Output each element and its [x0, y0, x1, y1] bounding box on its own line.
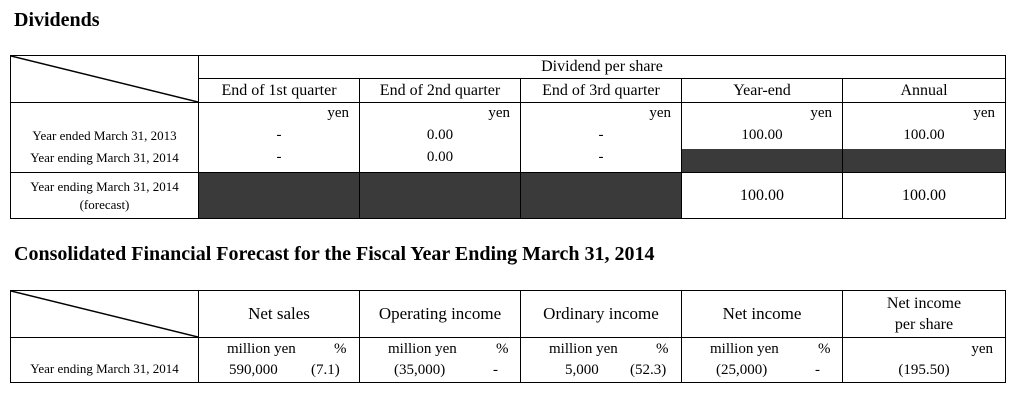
- amount-value: (35,000): [394, 362, 446, 378]
- diagonal-line: [11, 56, 198, 102]
- shaded-cell: [521, 173, 682, 219]
- row-label-forecast-line2: (forecast): [79, 196, 130, 212]
- value: 0.00: [426, 127, 454, 143]
- pct-unit: %: [818, 341, 831, 357]
- col-header-eps: [843, 291, 1006, 338]
- cell-operating-income: [360, 338, 521, 383]
- amount-value: (25,000): [716, 362, 768, 378]
- amount-value: 5,000: [565, 362, 599, 378]
- value: -: [276, 127, 282, 143]
- cell-annual: [843, 103, 1006, 173]
- dividend-per-share-header: Dividend per share: [199, 56, 1006, 79]
- cell-net-sales: [199, 338, 360, 383]
- value: 0.00: [426, 149, 454, 165]
- col-header-eps-line1: Net income: [886, 295, 962, 312]
- dividends-title: Dividends: [14, 9, 100, 31]
- forecast-annual: 100.00: [843, 173, 1006, 219]
- pct-value: (7.1): [311, 362, 340, 378]
- shaded-cell: [682, 149, 842, 172]
- pct-unit: %: [496, 341, 509, 357]
- col-header-2q: End of 2nd quarter: [360, 79, 521, 103]
- col-header-operating-income: Operating income: [360, 291, 521, 338]
- unit-label: million yen: [710, 341, 779, 357]
- pct-value: (52.3): [630, 362, 667, 378]
- pct-unit: %: [656, 341, 669, 357]
- value: 100.00: [903, 127, 945, 143]
- cell-2q: [360, 103, 521, 173]
- unit-label: yen: [973, 105, 995, 121]
- value: 100.00: [741, 127, 783, 143]
- col-header-ordinary-income: Ordinary income: [521, 291, 682, 338]
- eps-value: (195.50): [898, 362, 950, 378]
- forecast-year-end: 100.00: [682, 173, 843, 219]
- forecast-table: [10, 290, 1006, 383]
- col-header-annual: Annual: [843, 79, 1006, 103]
- header-corner: [11, 56, 199, 103]
- pct-value: -: [493, 362, 498, 378]
- pct-unit: %: [334, 341, 347, 357]
- unit-label: yen: [649, 105, 671, 121]
- col-header-3q: End of 3rd quarter: [521, 79, 682, 103]
- row-labels: [11, 103, 199, 173]
- dividends-table: [10, 55, 1006, 219]
- amount-value: 590,000: [229, 362, 278, 378]
- cell-3q: [521, 103, 682, 173]
- row-label-forecast-line1: Year ending March 31, 2014: [30, 178, 179, 194]
- row-label-fy2014: Year ending March 31, 2014: [30, 150, 179, 165]
- diagonal-line: [11, 291, 198, 337]
- col-header-1q: End of 1st quarter: [199, 79, 360, 103]
- unit-label: yen: [488, 105, 510, 121]
- value: -: [598, 127, 604, 143]
- cell-net-income: [682, 338, 843, 383]
- cell-1q: [199, 103, 360, 173]
- row-label-forecast: [11, 173, 199, 219]
- col-header-year-end: Year-end: [682, 79, 843, 103]
- unit-label: yen: [327, 105, 349, 121]
- col-header-net-sales: Net sales: [199, 291, 360, 338]
- col-header-net-income: Net income: [682, 291, 843, 338]
- shaded-cell: [843, 149, 1005, 172]
- unit-label: million yen: [227, 341, 296, 357]
- unit-label: million yen: [388, 341, 457, 357]
- value: -: [598, 149, 604, 165]
- pct-value: -: [815, 362, 820, 378]
- row-label-fy2013: Year ended March 31, 2013: [32, 128, 177, 143]
- cell-year-end: [682, 103, 843, 173]
- unit-label: million yen: [549, 341, 618, 357]
- shaded-cell: [199, 173, 360, 219]
- forecast-title: Consolidated Financial Forecast for the Fiscal Year Ending March 31, 2014: [14, 243, 655, 265]
- shaded-cell: [360, 173, 521, 219]
- unit-label: yen: [810, 105, 832, 121]
- header-corner: [11, 291, 199, 338]
- row-label-forecast: Year ending March 31, 2014: [11, 338, 199, 383]
- col-header-eps-line2: per share: [894, 316, 954, 333]
- value: -: [276, 149, 282, 165]
- cell-eps: [843, 338, 1006, 383]
- unit-label: yen: [971, 341, 993, 357]
- cell-ordinary-income: [521, 338, 682, 383]
